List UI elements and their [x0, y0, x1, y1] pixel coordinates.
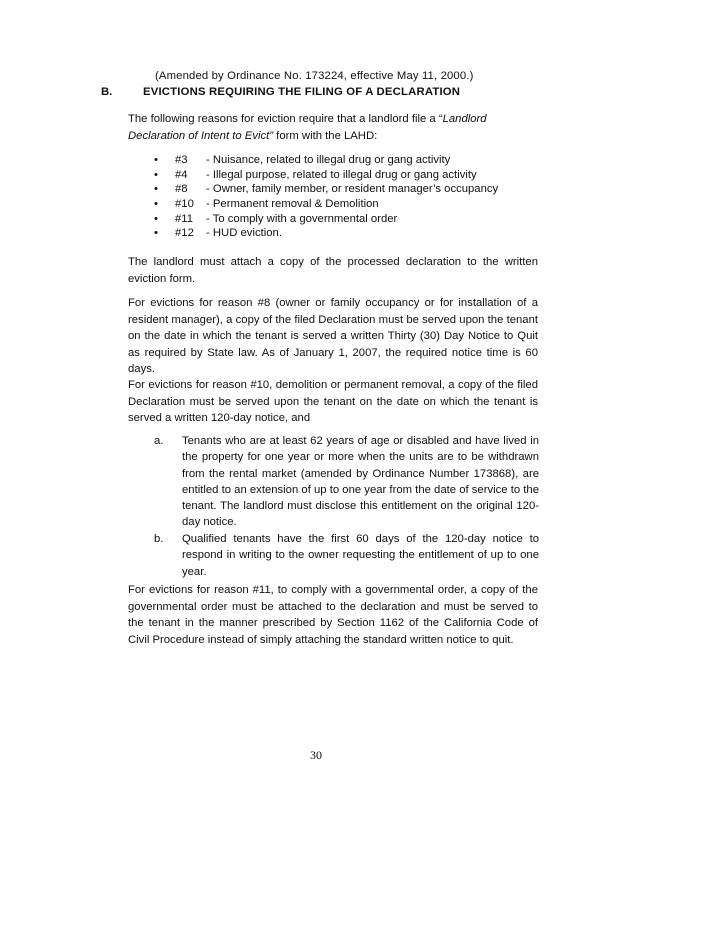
reason8-paragraph: For evictions for reason #8 (owner or family occupancy or for installation of a resident manager), a copy of the filed Declaration must be served upon the tenant on the date in which the tenant is served a written Thirty (30) Day Notice to Quit as required by State law. As of January 1, 2007, the required notice time is 60 days. [128, 297, 538, 375]
reason-text: - Illegal purpose, related to illegal drug or gang activity [206, 168, 477, 181]
reason-number: #10 [175, 198, 194, 211]
list-item [128, 197, 548, 212]
bullet-icon: • [154, 212, 158, 225]
reason-text: - To comply with a governmental order [206, 212, 398, 225]
bullet-icon: • [154, 198, 158, 211]
reason-text: - Permanent removal & Demolition [206, 198, 379, 211]
list-item [128, 226, 548, 241]
list-item [128, 182, 548, 197]
reason-number: #12 [175, 227, 194, 240]
intro-text-after: form with the LAHD: [273, 129, 378, 142]
reason-number: #11 [175, 212, 194, 225]
form-name: Landlord Declaration of Intent to Evict” [128, 113, 487, 142]
section-letter: B. [101, 86, 113, 98]
subitem-text: Tenants who are at least 62 years of age or disabled and have lived in the property for one year or more when the units are to be withdrawn from the rental market (amended by Ordinance Number 173868), are entitled to an extension of up to one year from the date of service to the tenant. The landlord must disclose this entitlement on the original 120-day notice. [182, 435, 539, 529]
subitem-a [154, 433, 539, 531]
reason-number: #3 [175, 154, 188, 166]
subitem-text: Qualified tenants have the first 60 days of the 120-day notice to respond in writing to the owner requesting the entitlement of up to one year. [182, 533, 539, 578]
reasons-list [128, 153, 548, 241]
reason-text: - Nuisance, related to illegal drug or gang activity [206, 154, 451, 166]
section-title: EVICTIONS REQUIRING THE FILING OF A DECLARATION [143, 86, 461, 98]
amendment-note: (Amended by Ordinance No. 173224, effective May 11, 2000.) [155, 70, 474, 82]
bullet-icon: • [154, 168, 158, 181]
page-number: 30 [310, 748, 322, 762]
bullet-icon: • [154, 227, 158, 240]
bullet-icon: • [154, 154, 158, 166]
bullet-icon: • [154, 183, 158, 196]
reason-number: #4 [175, 168, 188, 181]
list-item [128, 212, 548, 227]
list-item [128, 168, 548, 183]
list-item [128, 153, 548, 168]
subitem-label: b. [154, 533, 164, 545]
attach-paragraph: The landlord must attach a copy of the processed declaration to the written eviction form. [128, 256, 538, 285]
reason11-paragraph: For evictions for reason #11, to comply with a governmental order, a copy of the governmental order must be attached to the declaration and must be served to the tenant in the manner prescribed by Section 1162 of the California Code of Civil Procedure instead of simply attaching the standard written notice to quit. [128, 584, 538, 646]
intro-text-before: The following reasons for eviction require that a landlord file a “ [128, 113, 443, 125]
reason-text: - Owner, family member, or resident manager’s occupancy [206, 183, 499, 196]
subitem-b [154, 531, 539, 580]
reason10-paragraph: For evictions for reason #10, demolition or permanent removal, a copy of the filed Declaration must be served upon the tenant on the date on which the tenant is served a written 120-day notice, and [128, 379, 538, 424]
intro-paragraph [128, 111, 538, 144]
subitem-label: a. [154, 435, 164, 447]
reason-text: - HUD eviction. [206, 227, 282, 240]
reason-number: #8 [175, 183, 188, 196]
